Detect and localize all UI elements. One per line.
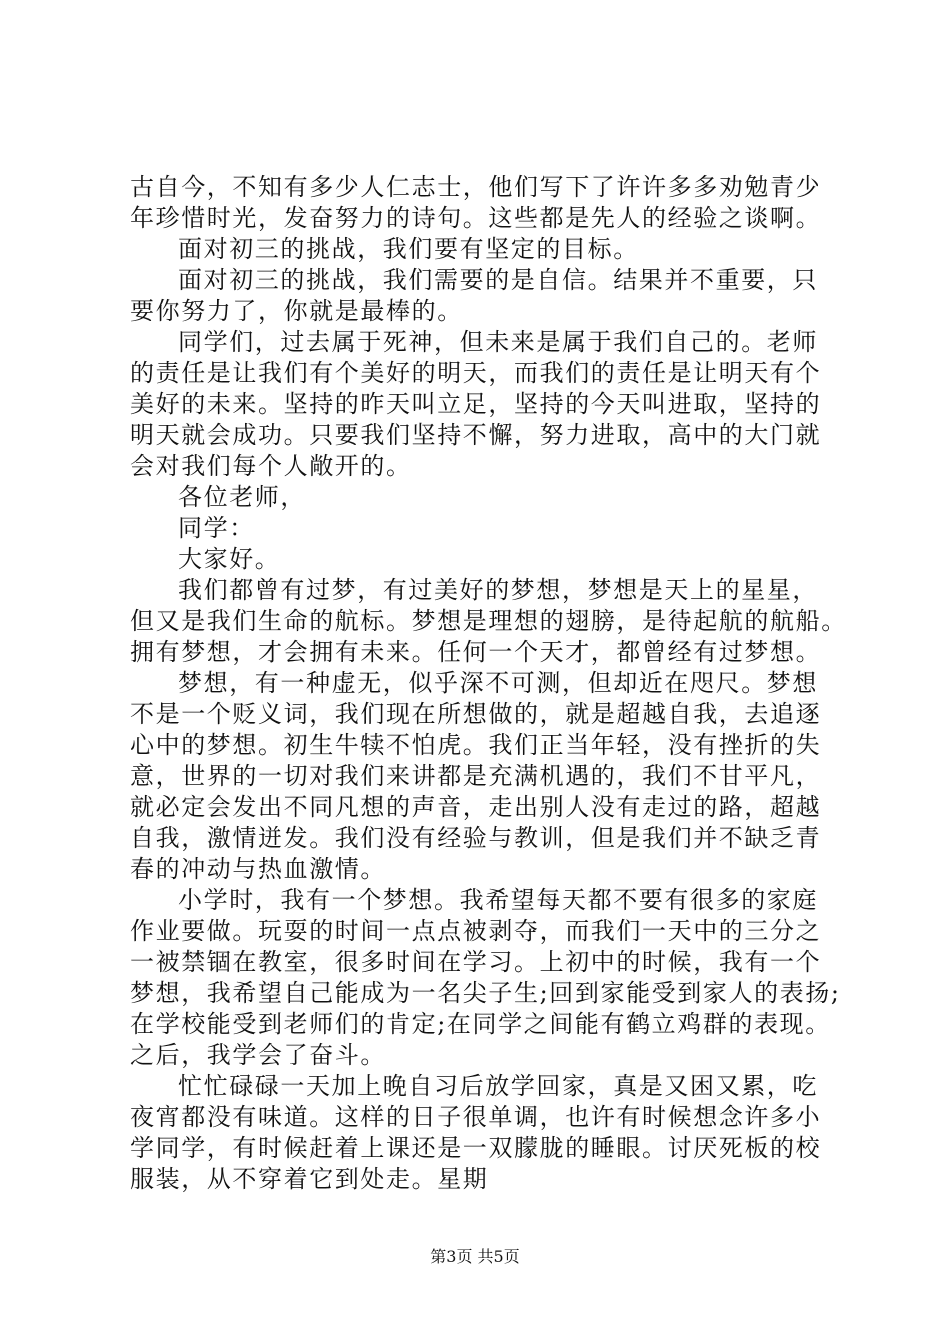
text-line: 大家好。 — [178, 545, 281, 573]
document-body — [130, 172, 847, 1195]
text-line: 春的冲动与热血激情。 — [130, 855, 386, 883]
text-line: 忙忙碌碌一天加上晚自习后放学回家，真是又困又累，吃 — [178, 1072, 818, 1100]
text-line: 的责任是让我们有个美好的明天，而我们的责任是让明天有个 — [130, 359, 822, 387]
text-line: 在学校能受到老师们的肯定;在同学之间能有鹤立鸡群的表现。 — [130, 1010, 831, 1038]
text-line: 要你努力了，你就是最棒的。 — [130, 297, 463, 325]
text-line: 会对我们每个人敞开的。 — [130, 452, 412, 480]
text-line: 同学： — [178, 514, 255, 542]
text-line: 学同学，有时候赶着上课还是一双朦胧的睡眼。讨厌死板的校 — [130, 1134, 822, 1162]
text-line: 心中的梦想。初生牛犊不怕虎。我们正当年轻，没有挫折的失 — [130, 731, 822, 759]
text-line: 各位老师， — [178, 483, 306, 511]
text-line: 意，世界的一切对我们来讲都是充满机遇的，我们不甘平凡， — [130, 762, 822, 790]
text-line: 拥有梦想，才会拥有未来。任何一个天才，都曾经有过梦想。 — [130, 638, 822, 666]
text-line: 自我，激情迸发。我们没有经验与教训，但是我们并不缺乏青 — [130, 824, 822, 852]
text-line: 梦想，有一种虚无，似乎深不可测，但却近在咫尺。梦想 — [178, 669, 818, 697]
text-line: 不是一个贬义词，我们现在所想做的，就是超越自我，去追逐 — [130, 700, 822, 728]
text-line: 面对初三的挑战，我们要有坚定的目标。 — [178, 235, 639, 263]
text-line: 服装，从不穿着它到处走。星期 — [130, 1165, 489, 1193]
page-footer: 第3页 共5页 — [430, 1247, 520, 1266]
text-line: 小学时，我有一个梦想。我希望每天都不要有很多的家庭 — [178, 886, 818, 914]
text-line: 面对初三的挑战，我们需要的是自信。结果并不重要，只 — [178, 266, 818, 294]
text-line: 之后，我学会了奋斗。 — [130, 1041, 386, 1069]
text-line: 作业要做。玩耍的时间一点点被剥夺，而我们一天中的三分之 — [130, 917, 822, 945]
text-line: 梦想，我希望自己能成为一名尖子生;回到家能受到家人的表扬; — [130, 979, 841, 1007]
text-line: 但又是我们生命的航标。梦想是理想的翅膀，是待起航的航船。 — [130, 607, 847, 635]
text-line: 就必定会发出不同凡想的声音，走出别人没有走过的路，超越 — [130, 793, 822, 821]
text-line: 美好的未来。坚持的昨天叫立足，坚持的今天叫进取，坚持的 — [130, 390, 822, 418]
text-line: 一被禁锢在教室，很多时间在学习。上初中的时候，我有一个 — [130, 948, 822, 976]
text-line: 夜宵都没有味道。这样的日子很单调，也许有时候想念许多小 — [130, 1103, 822, 1131]
text-line: 年珍惜时光，发奋努力的诗句。这些都是先人的经验之谈啊。 — [130, 204, 822, 232]
text-line: 古自今，不知有多少人仁志士，他们写下了许许多多劝勉青少 — [130, 173, 822, 201]
text-line: 明天就会成功。只要我们坚持不懈，努力进取，高中的大门就 — [130, 421, 822, 449]
text-line: 同学们，过去属于死神，但未来是属于我们自己的。老师 — [178, 328, 818, 356]
text-line: 我们都曾有过梦，有过美好的梦想，梦想是天上的星星， — [178, 576, 818, 604]
